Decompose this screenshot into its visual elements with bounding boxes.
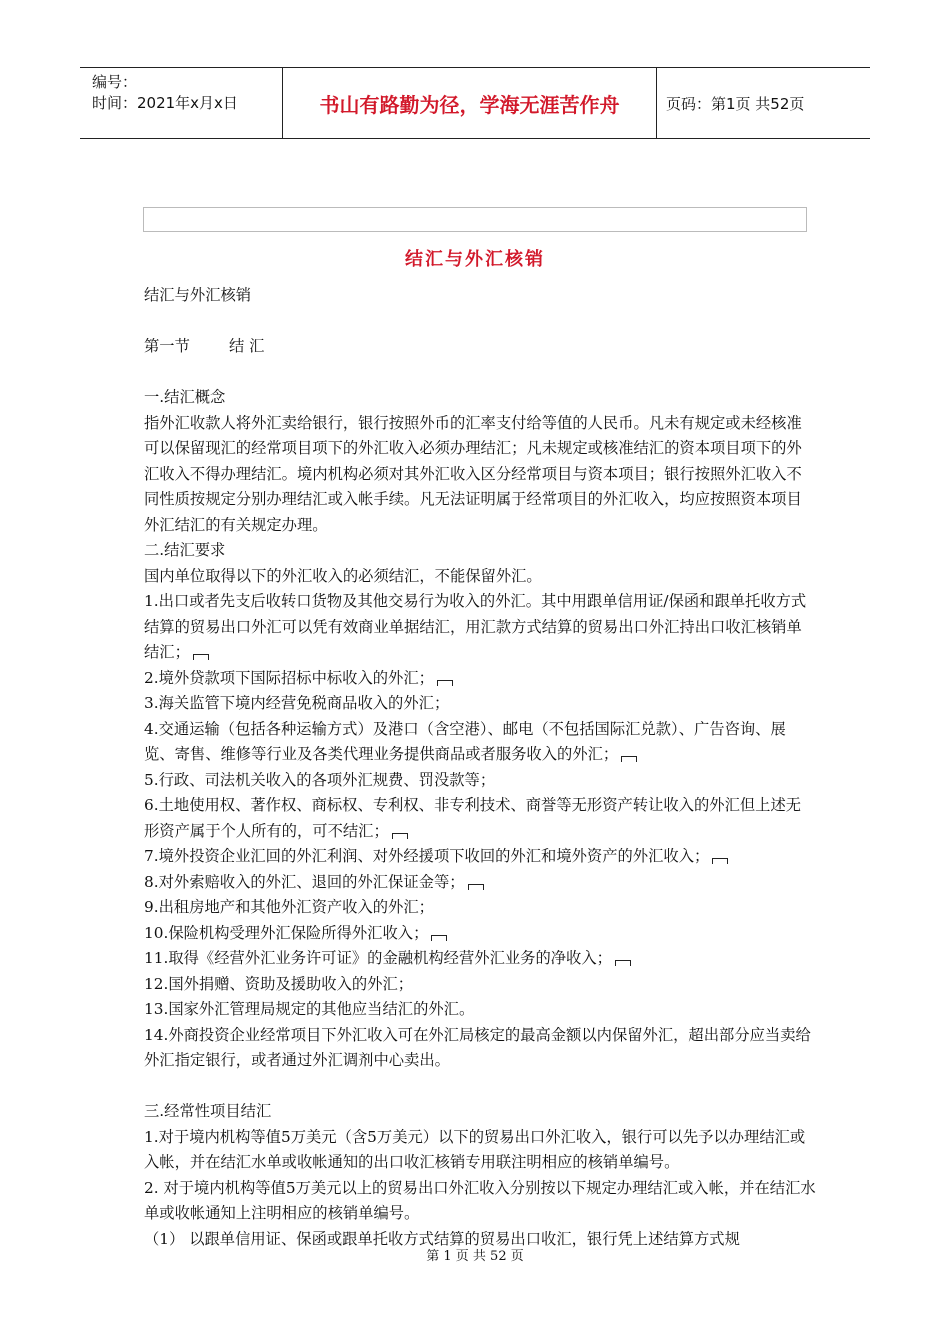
document-body [144,283,816,1252]
edit-mark-icon [193,654,209,660]
list-item [144,921,816,947]
page-footer: 第 1 页 共 52 页 [426,1249,524,1264]
header-meta [80,68,282,138]
edit-mark-icon [712,858,728,864]
list-item-text: 11.取得《经营外汇业务许可证》的金融机构经营外汇业务的净收入； [144,949,612,967]
requirements-intro: 国内单位取得以下的外汇收入的必须结汇，不能保留外汇。 [144,566,542,585]
list-item: （1） 以跟单信用证、保函或跟单托收方式结算的贸易出口收汇，银行凭上述结算方式规 [144,1229,740,1248]
section-label: 第一节 [144,337,190,355]
list-item [144,844,816,870]
list-item [144,793,816,844]
list-item [144,895,816,921]
list-item [144,717,816,768]
list-item [144,589,816,666]
empty-frame [143,207,807,232]
edit-mark-icon [468,884,484,890]
edit-mark-icon [392,833,408,839]
list-item-text: 3.海关监管下境内经营免税商品收入的外汇； [144,694,450,712]
list-item: 2. 对于境内机构等值5万美元以上的贸易出口外汇收入分别按以下规定办理结汇或入帐，并在结汇水单或收帐通知上注明相应的核销单编号。 [144,1178,816,1222]
concept-heading: 一.结汇概念 [144,388,226,406]
subtitle: 结汇与外汇核销 [144,286,252,304]
list-item-text: 5.行政、司法机关收入的各项外汇规费、罚没款等； [144,770,496,789]
header-page-info: 页码：第1页 共52页 [666,94,805,113]
list-item-text: 8.对外索赔收入的外汇、退回的外汇保证金等； [144,872,465,891]
list-item-text: 9.出租房地产和其他外汇资产收入的外汇； [144,898,434,916]
section-title: 结 汇 [229,337,265,355]
list-item [144,691,816,717]
list-item-text: 7.境外投资企业汇回的外汇利润、对外经援项下收回的外汇和境外资产的外汇收入； [144,847,710,865]
list-item-text: 2.境外贷款项下国际招标中标收入的外汇； [144,668,434,687]
list-item [144,972,816,998]
list-item-text: 12.国外捐赠、资助及援助收入的外汇； [144,974,414,993]
list-item-text: 6.土地使用权、著作权、商标权、专利权、非专利技术、商誉等无形资产转让收入的外汇但上述无形资产属于个人所有的，可不结汇； [144,796,802,840]
requirements-heading: 二.结汇要求 [144,541,226,559]
edit-mark-icon [437,680,453,686]
list-item [144,870,816,896]
edit-mark-icon [431,935,447,941]
time-label: 时间：2021年x月x日 [92,94,238,112]
page-header [80,67,870,139]
list-item-text: 1.出口或者先支后收转口货物及其他交易行为收入的外汇。其中用跟单信用证/保函和跟单托收方式结算的贸易出口外汇可以凭有效商业单据结汇，用汇款方式结算的贸易出口外汇持出口收汇核销单结汇； [144,592,807,661]
list-item [144,946,816,972]
section-heading [144,334,816,360]
edit-mark-icon [615,960,631,966]
list-item-text: 14.外商投资企业经常项目下外汇收入可在外汇局核定的最高金额以内保留外汇，超出部分应当卖给外汇指定银行，或者通过外汇调剂中心卖出。 [144,1025,811,1069]
list-item [144,997,816,1023]
code-label: 编号： [92,73,138,91]
list-item [144,768,816,794]
concept-body: 指外汇收款人将外汇卖给银行，银行按照外币的汇率支付给等值的人民币。凡未有规定或未经核准可以保留现汇的经常项目项下的外汇收入必须办理结汇；凡未规定或核准结汇的资本项目项下的外汇收入不得办理结汇。境内机构必须对其外汇收入区分经常项目与资本项目；银行按照外汇收入不同性质按规定分别办理结汇或入帐手续。凡无法证明属于经常项目的外汇收入，均应按照资本项目外汇结汇的有关规定办理。 [144,413,802,534]
document-title: 结汇与外汇核销 [405,249,545,270]
list-item: 1.对于境内机构等值5万美元（含5万美元）以下的贸易出口外汇收入，银行可以先予以办理结汇或入帐，并在结汇水单或收帐通知的出口收汇核销专用联注明相应的核销单编号。 [144,1127,806,1171]
list-item [144,666,816,692]
list-item-text: 10.保险机构受理外汇保险所得外汇收入； [144,923,429,942]
list-item [144,1023,816,1074]
edit-mark-icon [621,756,637,762]
current-account-heading: 三.经常性项目结汇 [144,1102,272,1120]
header-motto: 书山有路勤为径，学海无涯苦作舟 [282,68,657,138]
list-item-text: 4.交通运输（包括各种运输方式）及港口（含空港）、邮电（不包括国际汇兑款）、广告咨询、展览、寄售、维修等行业及各类代理业务提供商品或者服务收入的外汇； [144,719,786,763]
list-item-text: 13.国家外汇管理局规定的其他应当结汇的外汇。 [144,1000,475,1018]
